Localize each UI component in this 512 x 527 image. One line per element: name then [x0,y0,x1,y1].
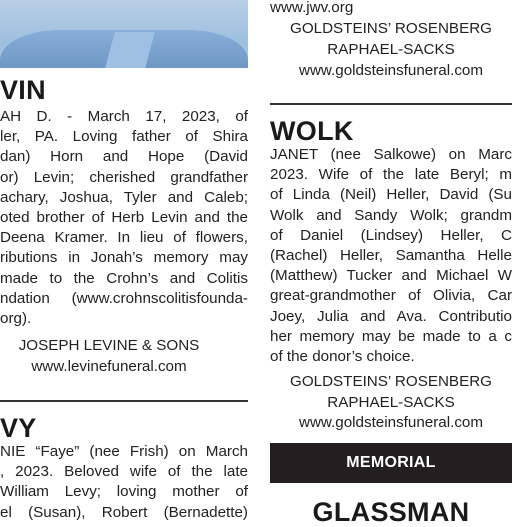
levy-line: NIE “Faye” (nee Frish) on March [0,443,248,460]
wolk-funeral-home-line2: RAPHAEL-SACKS [327,394,455,411]
levy-line: , 2023. Beloved wife of the late [0,463,248,481]
levy-heading: VY [0,413,37,443]
levin-line: or) Levin; cherished grandfather [0,168,248,186]
levin-heading: VIN [0,75,46,105]
levy-body [0,442,248,523]
wolk-line: (Rachel) Heller, Samantha Helle [270,246,512,264]
levin-line: AH D. - March 17, 2023, of [0,108,248,125]
wolk-line: (Matthew) Tucker and Michael W [270,267,512,285]
wolk-website: www.goldsteinsfuneral.com [298,414,484,431]
memorial-label: MEMORIAL [346,454,436,471]
top-website: www.goldsteinsfuneral.com [298,62,484,79]
wolk-line: Joey, Julia and Ava. Contributio [270,307,512,325]
wolk-funeral-home-line1: GOLDSTEINS’ ROSENBERG [290,373,492,390]
levin-line: dan) Horn and Hope (David [0,148,248,166]
levin-website: www.levinefuneral.com [31,358,187,375]
levin-line: ler, PA. Loving father of Shira [0,128,248,146]
jwv-website [270,0,512,18]
wolk-line: 2023. Wife of the late Beryl; m [270,166,512,184]
wolk-line: of the donor’s choice. [270,347,415,365]
wolk-body [270,145,512,367]
top-funeral-home-line1: GOLDSTEINS’ ROSENBERG [290,20,492,37]
levin-line: ndation (www.crohnscolitisfounda- [0,289,248,307]
wolk-line: Wolk and Sandy Wolk; grandm [270,206,512,224]
levin-line: oted brother of Herb Levin and the [0,208,248,226]
levin-line: Deena Kramer. In lieu of flowers, [0,229,248,247]
wolk-line: great-grandmother of Olivia, Car [270,287,512,305]
section-divider [0,400,248,402]
wolk-line: of Linda (Neil) Heller, David (Su [270,186,512,204]
levin-line: org). [0,309,32,327]
top-funeral-home-line2: RAPHAEL-SACKS [327,41,455,58]
memorial-section-banner [270,443,512,483]
jwv-website-text: www.jwv.org [270,0,354,16]
levin-body [0,107,248,329]
section-divider [270,103,512,105]
levin-line: made to the Crohn’s and Colitis [0,269,248,287]
levin-funeral-home: JOSEPH LEVINE & SONS [18,337,200,354]
glassman-heading: GLASSMAN [312,497,470,527]
obituary-photo [0,0,248,68]
levin-line: achary, Joshua, Tyler and Caleb; [0,188,248,206]
wolk-line: JANET (nee Salkowe) on Marc [270,146,512,163]
wolk-line: of Daniel (Lindsey) Heller, C [270,226,512,244]
levy-line: William Levy; loving mother of [0,483,248,501]
wolk-heading: WOLK [270,116,354,146]
levin-line: ributions in Jonah’s memory may [0,249,248,267]
levy-line: el (Susan), Robert (Bernadette) [0,503,248,521]
wolk-line: her memory may be made to a c [270,327,512,345]
